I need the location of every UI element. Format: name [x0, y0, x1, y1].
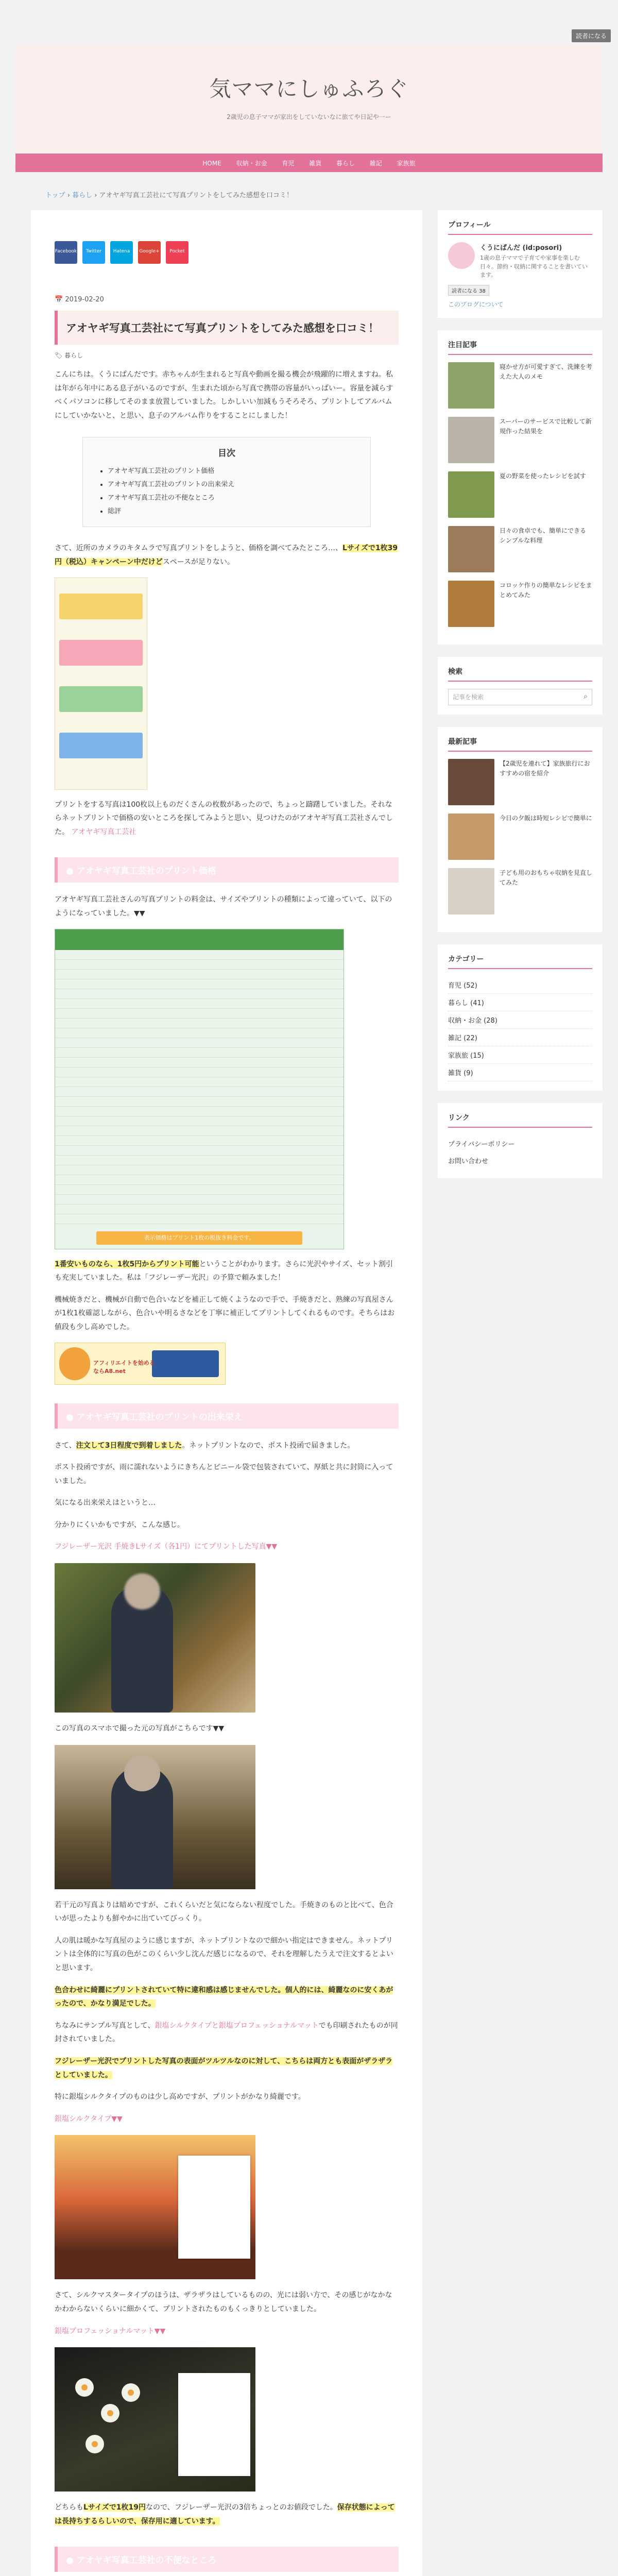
breadcrumb-sep: › — [67, 192, 70, 199]
paragraph: ちなみにサンプル写真として、銀塩シルクタイプと銀塩プロフェッショナルマットでも印刷されたものが同封されていました。 — [55, 2021, 398, 2044]
recent-widget — [438, 727, 603, 932]
paragraph: さて、シルクマスタータイプのほうは、ザラザラはしているものの、光には弱い方で、その感じがなかなかわからないくらいに細かくて、プリントされたものもくっきりとしていました。 — [55, 2291, 392, 2313]
section-heading-inconvenience: ● アオヤギ写真工芸社の不便なところ — [55, 2547, 399, 2572]
site-tagline: 2歳児の息子ママが家出をしていないなに旅てや日記や一ー — [227, 113, 391, 121]
site-title[interactable]: 気ママにしゅふろぐ — [209, 76, 409, 101]
matte-sample-photo — [55, 2347, 255, 2492]
avatar[interactable] — [448, 242, 475, 269]
heading-icon: ● — [66, 866, 74, 877]
nav-item-misc[interactable]: 雑記 — [369, 160, 382, 167]
paragraph: 若干元の写真よりは暗めですが、これくらいだと気にならない程度でした。手焼きのものと比べて、色合いが思ったよりも鮮やかに出ていてびっくり。 — [55, 1901, 393, 1923]
list-item[interactable]: 日々の食卓でも、簡単にできるシンプルな料理 — [448, 526, 592, 572]
popular-widget — [438, 330, 603, 645]
widget-title: カテゴリー — [448, 954, 592, 969]
site-header — [15, 45, 603, 154]
photo-caption: この写真のスマホで撮った元の写真がこちらです▼▼ — [55, 1724, 225, 1733]
search-input[interactable]: 記事を検索 ⌕ — [448, 689, 592, 705]
list-item[interactable]: スーパーのサービスで比較して新規作った結果を — [448, 417, 592, 463]
article-thumbnail[interactable] — [448, 417, 494, 463]
section-heading-price: ● アオヤギ写真工芸社のプリント価格 — [55, 857, 399, 883]
toc-item[interactable]: • アオヤギ写真工芸社のプリント価格 — [108, 465, 356, 478]
widget-title: リンク — [448, 1112, 592, 1128]
table-of-contents — [82, 437, 371, 527]
list-item[interactable]: 今日の夕飯は時短レシピで簡単に — [448, 814, 592, 860]
list-item[interactable]: 【2歳児を連れて】家族旅行におすすめの宿を紹介 — [448, 759, 592, 805]
link-widget — [438, 1103, 603, 1178]
paragraph: 色合わせに綺麗にプリントされていて特に違和感は感じませんでした。個人的には、綺麗なのに安くあがったので、かなり満足でした。 — [55, 1986, 393, 2008]
share-hatena-button[interactable]: Hatena — [110, 241, 133, 264]
post-date: 📅 2019-02-20 — [55, 296, 104, 303]
list-item[interactable]: 寝かせ方が可愛すぎて、洗練を考えた大人のメモ — [448, 362, 592, 409]
folder-icon: 🏷 — [55, 352, 63, 359]
category-item[interactable]: 雑貨 (9) — [448, 1064, 592, 1081]
heading-icon: ● — [66, 2555, 74, 2566]
a8-banner[interactable]: アフィリエイトを始めるならA8.net — [55, 1343, 226, 1385]
profile-description: 1歳の息子ママで子育てや家事を楽しむ日々。節約・収納に関することを書いています。 — [480, 255, 588, 278]
article-thumbnail[interactable] — [448, 526, 494, 572]
paragraph: 1番安いものなら、1枚5円からプリント可能ということがわかります。さらに光沢やサイズ、セット割引も充実していました。私は「フジレーザー光沢」の予算で頼みました！ — [55, 1260, 393, 1282]
follow-button[interactable]: 読者になる — [572, 29, 611, 42]
sidebar — [438, 210, 603, 1191]
paragraph: どちらもLサイズで1枚19円なので、フジレーザー光沢の3倍ちょっとのお値段でした。保存状態によっては長持ちするらしいので、保存用に適しています。 — [55, 2503, 395, 2526]
aoyagi-link[interactable]: アオヤギ写真工芸社 — [71, 827, 136, 836]
toc-item[interactable]: • 総評 — [108, 505, 356, 518]
price-table-footer: 表示価格はプリント1枚の税抜き料金です。 — [96, 1231, 302, 1245]
widget-title: プロフィール — [448, 219, 592, 235]
intro-paragraph: こんにちは。くうにぱんだです。赤ちゃんが生まれると写真や動画を撮る機会が飛躍的に増えますね。私は年がら年中にある息子がいるのですが、生まれた頃から写真で携帯の容量がいっぱいー。容量を減らすべくパソコンに移してそのまま放置していました。しかしいい加減もうそろそろ、プリントしてアルバムにしていかないと、と思い、息子のアルバム作りをすることにしました！ — [55, 370, 393, 420]
article-thumbnail[interactable] — [448, 471, 494, 518]
nav-item-living[interactable]: 暮らし — [336, 160, 355, 167]
paragraph: 機械焼きだと、機械が自動で色合いなどを補正して焼くようなので手で、手焼きだと、熟練の写真屋さんが1枚1枚確認しながら、色合いや明るさなどを丁寧に補正してプリントしてくれるものです。そちらはお値段も少し高めでした。 — [55, 1295, 395, 1331]
list-item[interactable]: 夏の野菜を使ったレシピを試す — [448, 471, 592, 518]
global-nav — [15, 154, 603, 172]
top-strip — [0, 0, 618, 52]
paragraph: フジレーザー光沢でプリントした写真の表面がツルツルなのに対して、こちらは両方とも表面がザラザラとしていました。 — [55, 2057, 393, 2079]
article-thumbnail[interactable] — [448, 759, 494, 805]
paragraph: さて、近所のカメラのキタムラで写真プリントをしようと、価格を調べてみたところ…、Lサイズで1枚39円（税込）キャンペーン中だけどスペースが足りない。 — [55, 544, 398, 566]
nav-item-travel[interactable]: 家族旅 — [397, 160, 416, 167]
paragraph: 人の肌は暖かな写真屋のように感じますが、ネットプリントなので細かい指定はできません。ネットプリントは全体的に写真の色がこのくらい少し沈んだ感じになるので、それを理解したうえで注文するとよいと思います。 — [55, 1936, 393, 1973]
nav-item-storage[interactable]: 収納・お金 — [236, 160, 267, 167]
article-main — [31, 210, 422, 2576]
search-icon[interactable]: ⌕ — [583, 692, 588, 701]
share-google-button[interactable]: Google+ — [138, 241, 161, 264]
price-table-image — [55, 929, 344, 1249]
nav-item-childcare[interactable]: 育児 — [282, 160, 295, 167]
article-thumbnail[interactable] — [448, 362, 494, 409]
kitamura-campaign-image — [55, 578, 147, 790]
profile-widget — [438, 210, 603, 318]
breadcrumb-home[interactable]: トップ — [45, 192, 65, 199]
contact-link[interactable]: お問い合わせ — [448, 1157, 489, 1165]
category-item[interactable]: 雑記 (22) — [448, 1029, 592, 1046]
category-item[interactable]: 家族旅 (15) — [448, 1046, 592, 1064]
breadcrumb — [45, 190, 293, 199]
article-thumbnail[interactable] — [448, 814, 494, 860]
list-item[interactable]: コロッケ作りの簡単なレシピをまとめてみた — [448, 581, 592, 627]
widget-title: 最新記事 — [448, 736, 592, 752]
breadcrumb-sep: › — [94, 192, 97, 199]
post-title: アオヤギ写真工芸社にて写真プリントをしてみた感想を口コミ！ — [55, 311, 399, 345]
category-item[interactable]: 収納・お金 (28) — [448, 1011, 592, 1029]
original-photo — [55, 1745, 255, 1889]
profile-follow-button[interactable]: 読者になる 38 — [448, 285, 489, 296]
photo-caption: 銀塩シルクタイプ▼▼ — [55, 2114, 123, 2123]
profile-name[interactable]: くうにぱんだ (id:posori) — [480, 244, 562, 252]
about-blog-link[interactable]: このブログについて — [448, 300, 504, 308]
paragraph: さて、注文して3日程度で到着しました。ネットプリントなので、ポスト投函で届きました。 — [55, 1441, 355, 1450]
category-item[interactable]: 暮らし (41) — [448, 994, 592, 1011]
search-widget — [438, 657, 603, 715]
section-heading-quality: ● アオヤギ写真工芸社のプリントの出来栄え — [55, 1403, 399, 1429]
widget-title: 検索 — [448, 666, 592, 682]
share-twitter-button[interactable]: Twitter — [82, 241, 105, 264]
widget-title: 注目記事 — [448, 340, 592, 355]
printed-photo — [55, 1563, 255, 1713]
silk-sample-photo — [55, 2135, 255, 2279]
toc-item[interactable]: • アオヤギ写真工芸社の不便なところ — [108, 492, 356, 505]
breadcrumb-current: アオヤギ写真工芸社にて写真プリントをしてみた感想を口コミ！ — [99, 192, 293, 199]
paragraph: ポスト投函ですが、雨に濡れないようにきちんとビニール袋で包装されていて、厚紙と共に封筒に入っていました。 — [55, 1463, 393, 1485]
share-buttons — [55, 241, 399, 264]
calendar-icon: 📅 — [55, 296, 63, 303]
photo-caption: フジレーザー光沢 手焼きLサイズ（各1円）にてプリントした写真▼▼ — [55, 1543, 278, 1551]
post-category[interactable]: 🏷 暮らし — [55, 352, 83, 359]
share-pocket-button[interactable]: Pocket — [166, 241, 188, 264]
paragraph: 分かりにくいかもですが、こんな感じ。 — [55, 1520, 184, 1529]
toc-title: 目次 — [218, 448, 235, 459]
paragraph: 気になる出来栄えはというと… — [55, 1499, 156, 1507]
photo-caption: 銀塩プロフェッショナルマット▼▼ — [55, 2327, 166, 2335]
category-item[interactable]: 育児 (52) — [448, 976, 592, 994]
nav-item-goods[interactable]: 雑貨 — [309, 160, 322, 167]
paragraph: プリントをする写真は100枚以上ものだくさんの枚数があったので、ちょっと躊躇していました。それならネットプリントで価格の安いところを探してみようと思い、見つけたのがアオヤギ写真工芸社さんでした。 アオヤギ写真工芸社 — [55, 800, 393, 836]
privacy-policy-link[interactable]: プライバシーポリシー — [448, 1140, 515, 1148]
category-widget — [438, 944, 603, 1091]
article-thumbnail[interactable] — [448, 581, 494, 627]
toc-item[interactable]: • アオヤギ写真工芸社のプリントの出来栄え — [108, 478, 356, 492]
nav-item-home[interactable]: HOME — [202, 160, 221, 167]
article-thumbnail[interactable] — [448, 868, 494, 914]
list-item[interactable]: 子ども用のおもちゃ収納を見直してみた — [448, 868, 592, 914]
share-facebook-button[interactable]: Facebook — [55, 241, 77, 264]
heading-icon: ● — [66, 1412, 74, 1422]
paragraph: アオヤギ写真工芸社さんの写真プリントの料金は、サイズやプリントの種類によって違っていて、以下のようになっていました。▼▼ — [55, 895, 392, 918]
breadcrumb-category[interactable]: 暮らし — [72, 192, 93, 199]
paragraph: 特に銀塩シルクタイプのものは少し高めですが、プリントがかなり綺麗です。 — [55, 2093, 305, 2102]
